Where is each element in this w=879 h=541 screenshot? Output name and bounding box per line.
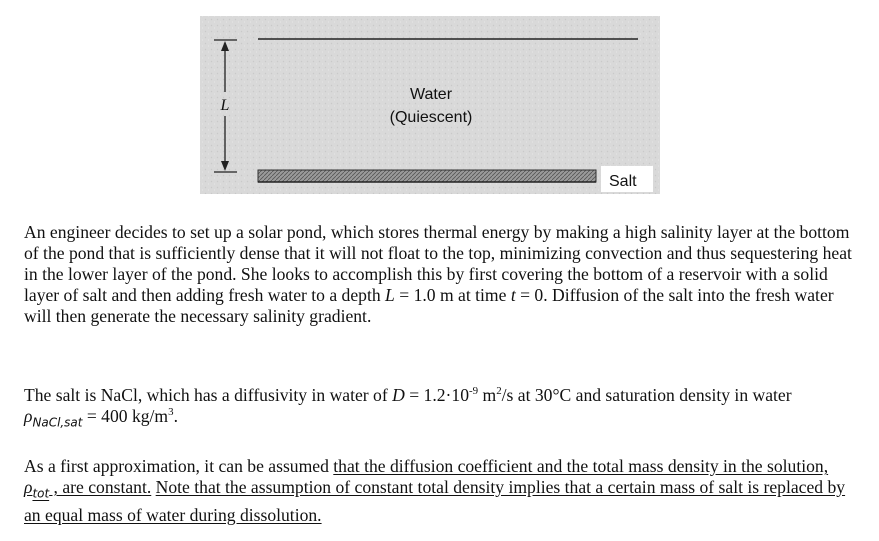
paragraph-description: An engineer decides to set up a solar pond, which stores thermal energy by making a high salinity layer at the bottom of the pond that is sufficiently dense that it will not float to the top, minimizing convection and thus sequestering heat in the lower layer of the pond. She looks to accomplish this by first covering the bottom of a reservoir with a solid layer of salt and then adding fresh water to a depth L = 1.0 m at time t = 0. Diffusion of the salt into the fresh water will then generate the necessary salinity gradient. [24, 222, 852, 326]
symbol-rho-tot: ρ [24, 477, 33, 497]
depth-label: L [220, 97, 230, 114]
solar-pond-figure [0, 0, 879, 200]
symbol-D: D [392, 385, 405, 405]
symbol-L: L [385, 285, 395, 305]
paragraph-properties: The salt is NaCl, which has a diffusivity in water of $D = 1.2\cdot 10^{-9}$ $m^2/s$ at 30°C and saturation density in water $\rho_{NaCl,sat} = 400$ $kg/m^3$. [24, 385, 792, 430]
symbol-rho-nacl-sat: ρ [24, 406, 33, 426]
water-region [200, 16, 660, 194]
water-label: Water [409, 86, 453, 103]
salt-layer [258, 170, 596, 182]
symbol-t: t [510, 285, 516, 305]
paragraph-assumptions: As a first approximation, it can be assumed that the diffusion coefficient and the total mass density in the solution, $\rho_{tot}$ , are constant. Note that the assumption of constant total density implies that a certain mass of salt is replaced by an equal mass of water during dissolution. [24, 456, 846, 525]
quiescent-label: (Quiescent) [389, 109, 473, 126]
salt-label: Salt [609, 173, 637, 190]
